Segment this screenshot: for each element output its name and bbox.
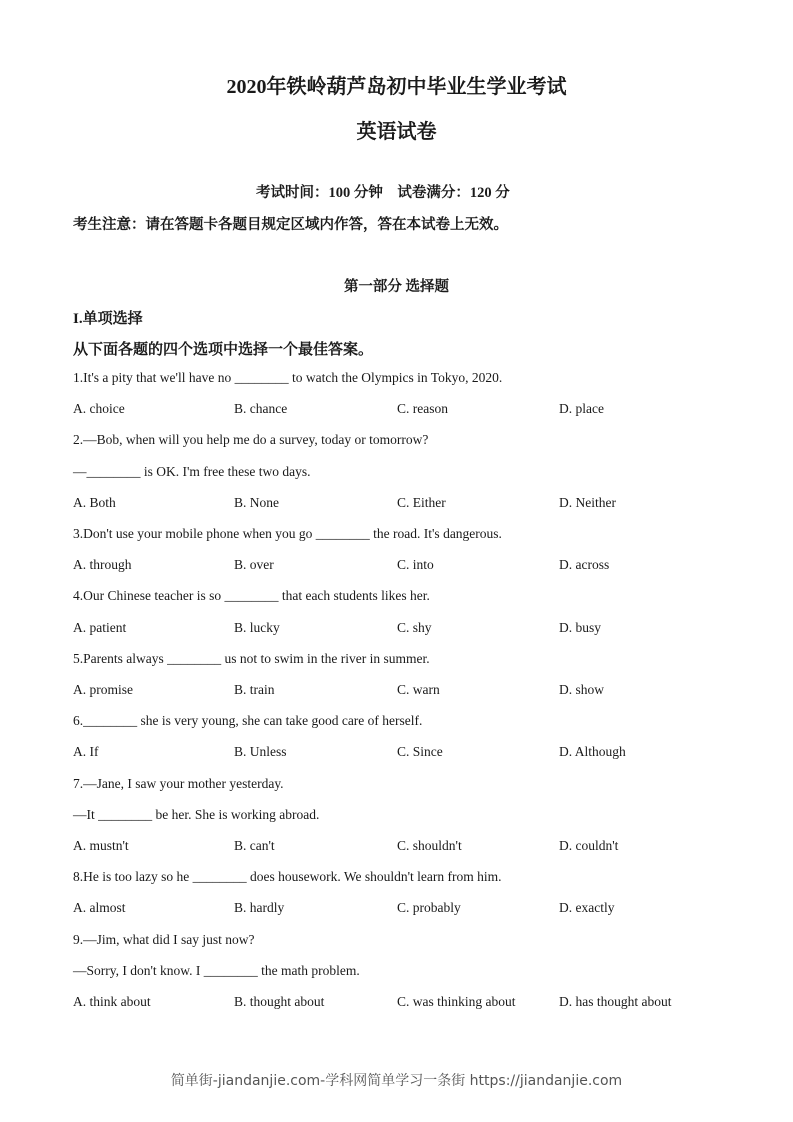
answer-option-d: D. has thought about xyxy=(559,994,672,1009)
document-subtitle: 英语试卷 xyxy=(356,121,437,143)
question-stem: 5.Parents always ________ us not to swim in the river in summer. xyxy=(73,650,430,666)
answer-option-b: B. lucky xyxy=(234,619,280,635)
answer-option-a: A. promise xyxy=(73,682,133,697)
answer-option-b: B. None xyxy=(234,494,279,510)
answer-option-b: B. over xyxy=(234,557,274,573)
footer-watermark: 简单街-jiandanjie.com-学科网简单学习一条街 https://jiandanjie.com xyxy=(170,1073,623,1089)
answer-option-b: B. thought about xyxy=(234,994,325,1009)
answer-option-c: C. shy xyxy=(397,619,432,635)
question-stem: 8.He is too lazy so he ________ does housework. We shouldn't learn from him. xyxy=(73,869,502,885)
part-title: I.单项选择 xyxy=(73,311,143,327)
answer-option-c: C. reason xyxy=(397,401,448,417)
answer-option-c: C. was thinking about xyxy=(397,994,516,1009)
answer-option-b: B. train xyxy=(234,682,275,697)
question-dialogue-line: —Sorry, I don't know. I ________ the math problem. xyxy=(73,962,360,978)
document-title: 2020年铁岭葫芦岛初中毕业生学业考试 xyxy=(226,76,567,98)
answer-option-a: A. If xyxy=(73,744,99,760)
answer-option-c: C. Since xyxy=(397,744,443,760)
exam-info: 考试时间：100 分钟 试卷满分：120 分 xyxy=(256,185,510,201)
answer-option-c: C. probably xyxy=(397,900,461,916)
answer-option-d: D. Although xyxy=(559,744,626,760)
question-stem: 7.—Jane, I saw your mother yesterday. xyxy=(73,775,284,791)
section-title: 第一部分 选择题 xyxy=(343,279,450,295)
answer-option-a: A. choice xyxy=(73,401,125,417)
answer-option-d: D. show xyxy=(559,682,605,697)
answer-option-a: A. Both xyxy=(73,494,116,510)
answer-option-a: A. through xyxy=(73,557,132,573)
question-stem: 9.—Jim, what did I say just now? xyxy=(73,931,255,947)
question-stem: 2.—Bob, when will you help me do a survey, today or tomorrow? xyxy=(73,432,429,448)
answer-option-c: C. shouldn't xyxy=(397,838,462,853)
question-stem: 1.It's a pity that we'll have no ________ to watch the Olympics in Tokyo, 2020. xyxy=(73,370,503,385)
question-dialogue-line: —It ________ be her. She is working abroad. xyxy=(73,806,320,822)
answer-option-b: B. hardly xyxy=(234,900,285,916)
answer-option-b: B. can't xyxy=(234,838,275,853)
question-stem: 6.________ she is very young, she can take good care of herself. xyxy=(73,713,423,729)
answer-option-d: D. across xyxy=(559,557,610,573)
answer-option-c: C. into xyxy=(397,557,434,573)
answer-option-d: D. exactly xyxy=(559,900,615,916)
answer-option-a: A. patient xyxy=(73,619,127,635)
answer-option-d: D. couldn't xyxy=(559,838,619,853)
answer-option-a: A. almost xyxy=(73,900,126,916)
answer-option-a: A. think about xyxy=(73,994,151,1009)
answer-option-b: B. chance xyxy=(234,401,288,417)
answer-option-b: B. Unless xyxy=(234,744,287,760)
part-instruction: 从下面各题的四个选项中选择一个最佳答案。 xyxy=(73,342,374,358)
answer-option-d: D. place xyxy=(559,401,604,417)
answer-option-d: D. busy xyxy=(559,619,602,635)
exam-notice: 考生注意：请在答题卡各题目规定区域内作答，答在本试卷上无效。 xyxy=(73,217,508,233)
answer-option-a: A. mustn't xyxy=(73,838,129,853)
answer-option-c: C. Either xyxy=(397,494,446,510)
question-stem: 3.Don't use your mobile phone when you go ________ the road. It's dangerous. xyxy=(73,526,502,541)
question-stem: 4.Our Chinese teacher is so ________ that each students likes her. xyxy=(73,588,430,604)
question-dialogue-line: —________ is OK. I'm free these two days. xyxy=(73,463,311,479)
answer-option-d: D. Neither xyxy=(559,494,616,510)
answer-option-c: C. warn xyxy=(397,682,440,697)
